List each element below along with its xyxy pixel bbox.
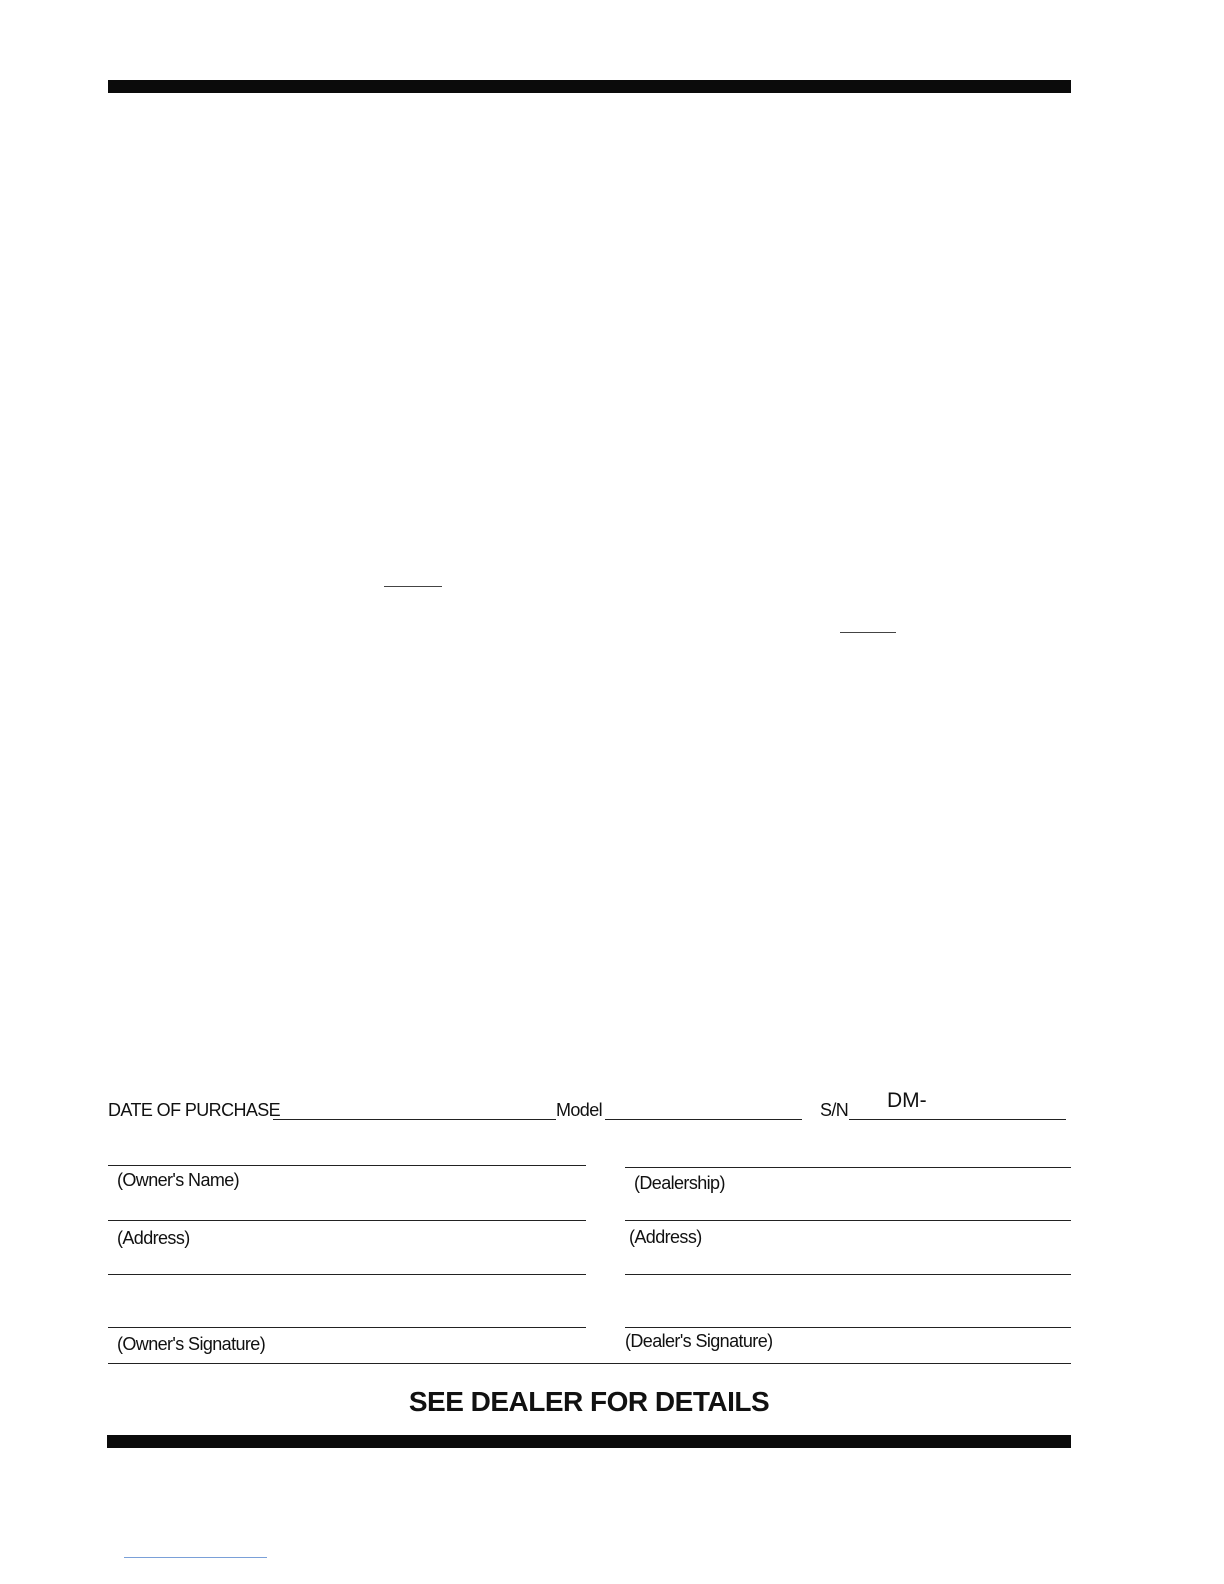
serial-number-prefix: DM-	[887, 1089, 927, 1112]
owner-address-field-2[interactable]	[108, 1274, 586, 1275]
owner-address-caption: (Address)	[117, 1228, 190, 1248]
dealership-caption: (Dealership)	[634, 1173, 725, 1193]
short-underline-2	[840, 632, 896, 633]
model-label: Model	[556, 1100, 603, 1120]
model-field[interactable]	[605, 1119, 802, 1120]
short-underline-1	[384, 586, 442, 587]
serial-number-field[interactable]	[849, 1119, 1066, 1120]
top-rule	[108, 80, 1071, 93]
owner-address-field[interactable]	[108, 1220, 586, 1221]
owner-name-field[interactable]	[108, 1165, 586, 1166]
owner-name-caption: (Owner's Name)	[117, 1170, 240, 1190]
date-of-purchase-label: DATE OF PURCHASE	[108, 1100, 281, 1120]
owner-signature-field[interactable]	[108, 1327, 586, 1328]
dealer-signature-field[interactable]	[625, 1327, 1071, 1328]
bottom-blue-underline	[124, 1557, 267, 1558]
dealer-address-field[interactable]	[625, 1220, 1071, 1221]
owner-signature-caption: (Owner's Signature)	[117, 1334, 266, 1354]
see-dealer-notice: SEE DEALER FOR DETAILS	[408, 1386, 770, 1417]
date-of-purchase-field[interactable]	[273, 1119, 556, 1120]
bottom-rule	[107, 1435, 1071, 1448]
dealership-field[interactable]	[625, 1167, 1071, 1168]
serial-number-label: S/N	[820, 1100, 849, 1120]
footer-divider	[108, 1363, 1071, 1364]
dealer-signature-caption: (Dealer's Signature)	[625, 1331, 773, 1351]
dealer-address-caption: (Address)	[629, 1227, 702, 1247]
dealer-address-field-2[interactable]	[625, 1274, 1071, 1275]
